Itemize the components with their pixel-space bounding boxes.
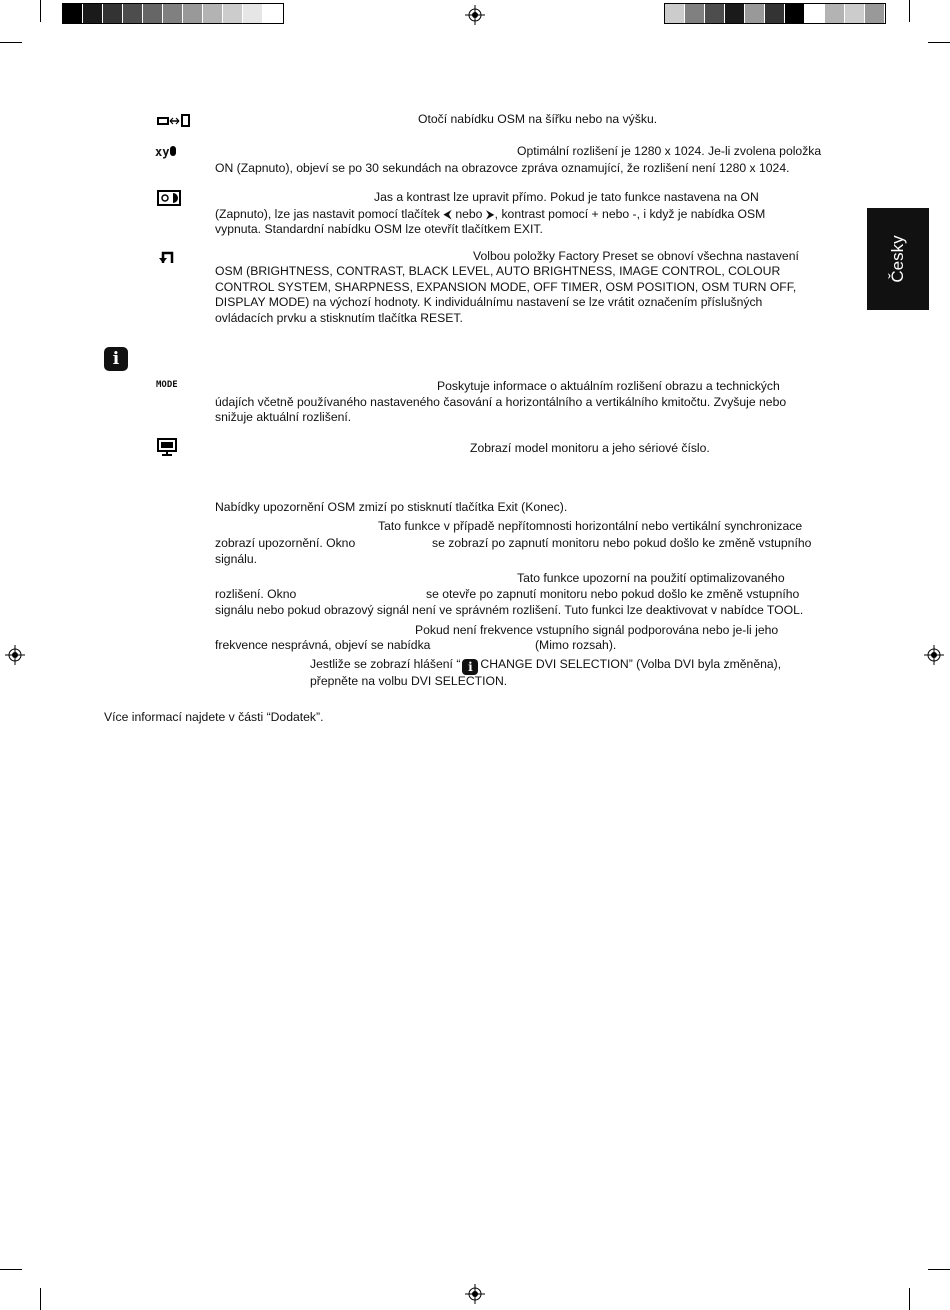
resolution-notifier-text: Optimální rozlišení je 1280 x 1024. Je-li zvolena položka bbox=[517, 144, 822, 158]
strip-swatch bbox=[143, 4, 163, 23]
strip-swatch bbox=[223, 4, 243, 23]
display-mode-text: údajích včetně používaného nastaveného časování a horizontálního a vertikálního kmitočtu. Zvyšuje nebo bbox=[215, 395, 787, 409]
resolution-notifier-icon: xy bbox=[155, 145, 176, 159]
language-tab-label: Česky bbox=[888, 235, 907, 283]
registration-mark-icon bbox=[5, 645, 25, 665]
osm-warning-text: Nabídky upozornění OSM zmizí po stisknutí tlačítka Exit (Konec). bbox=[215, 500, 568, 514]
out-of-range-text: frekvence nesprávná, objeví se nabídka bbox=[215, 638, 431, 652]
information-icon: i bbox=[462, 659, 478, 675]
strip-swatch bbox=[745, 4, 765, 23]
color-bar-strip bbox=[664, 3, 886, 24]
registration-mark-icon bbox=[465, 5, 485, 25]
grey-scale-strip bbox=[62, 3, 284, 24]
factory-preset-text: CONTROL SYSTEM, SHARPNESS, EXPANSION MODE, OFF TIMER, OSM POSITION, OSM TURN OFF, bbox=[215, 280, 797, 294]
osm-rotation-text: Otočí nabídku OSM na šířku nebo na výšku. bbox=[418, 112, 658, 126]
strip-swatch bbox=[103, 4, 123, 23]
no-signal-text: zobrazí upozornění. Okno bbox=[215, 536, 356, 550]
strip-swatch bbox=[163, 4, 183, 23]
resolution-notifier-warning-text: rozlišení. Okno bbox=[215, 587, 297, 601]
display-mode-text: Poskytuje informace o aktuálním rozlišení obrazu a technických bbox=[437, 379, 780, 393]
strip-swatch bbox=[765, 4, 785, 23]
monitor-info-icon bbox=[157, 438, 177, 456]
strip-swatch bbox=[785, 4, 805, 23]
more-info-text: Více informací najdete v části “Dodatek”. bbox=[104, 710, 324, 724]
hot-key-text: vypnuta. Standardní nabídku OSM lze otevřít tlačítkem EXIT. bbox=[215, 222, 543, 236]
crop-mark bbox=[0, 1269, 22, 1270]
resolution-notifier-warning-text: signálu nebo pokud obrazový signál není ve správném rozlišení. Tuto funkci lze deaktivovat v nabídce TOOL. bbox=[215, 603, 804, 617]
strip-swatch bbox=[123, 4, 143, 23]
resolution-notifier-text: ON (Zapnuto), objeví se po 30 sekundách na obrazovce zpráva oznamující, že rozlišení není 1280 x 1024. bbox=[215, 161, 790, 175]
strip-swatch bbox=[63, 4, 83, 23]
factory-preset-icon bbox=[157, 249, 175, 265]
hot-key-text: Jas a kontrast lze upravit přímo. Pokud je tato funkce nastavena na ON bbox=[374, 190, 759, 204]
crop-mark bbox=[40, 0, 41, 22]
strip-swatch bbox=[263, 4, 283, 23]
osm-rotation-icon bbox=[157, 114, 191, 127]
strip-swatch bbox=[805, 4, 825, 23]
language-tab bbox=[867, 208, 929, 310]
monitor-info-text: Zobrazí model monitoru a jeho sériové číslo. bbox=[470, 441, 710, 455]
resolution-notifier-warning-text: se otevře po zapnutí monitoru nebo pokud došlo ke změně vstupního bbox=[426, 587, 800, 601]
crop-mark bbox=[0, 42, 22, 43]
factory-preset-text: ovládacích prvku a stisknutím tlačítka RESET. bbox=[215, 311, 463, 325]
registration-mark-icon bbox=[924, 645, 944, 665]
strip-swatch bbox=[865, 4, 885, 23]
strip-swatch bbox=[183, 4, 203, 23]
display-mode-icon: MODE bbox=[156, 380, 178, 390]
hot-key-icon bbox=[157, 190, 181, 206]
crop-mark bbox=[909, 1288, 910, 1310]
strip-swatch bbox=[83, 4, 103, 23]
strip-swatch bbox=[685, 4, 705, 23]
no-signal-text: signálu. bbox=[215, 552, 258, 566]
strip-swatch bbox=[243, 4, 263, 23]
no-signal-text: Tato funkce v případě nepřítomnosti horizontální nebo vertikální synchronizace bbox=[378, 519, 803, 533]
hot-key-text: (Zapnuto), lze jas nastavit pomocí tlačítek ⮜ nebo ⮞, kontrast pomocí + nebo -, i když je nabídka OSM bbox=[215, 207, 766, 221]
factory-preset-text: DISPLAY MODE) na výchozí hodnoty. K individuálnímu nastavení se lze vrátit označením příslušných bbox=[215, 295, 763, 309]
out-of-range-text: Pokud není frekvence vstupního signál podporována nebo je-li jeho bbox=[415, 623, 779, 637]
strip-swatch bbox=[725, 4, 745, 23]
strip-swatch bbox=[665, 4, 685, 23]
information-icon: i bbox=[104, 347, 128, 371]
factory-preset-text: Volbou položky Factory Preset se obnoví všechna nastavení bbox=[473, 249, 799, 263]
strip-swatch bbox=[825, 4, 845, 23]
no-signal-text: se zobrazí po zapnutí monitoru nebo pokud došlo ke změně vstupního bbox=[432, 536, 812, 550]
crop-mark bbox=[928, 42, 950, 43]
crop-mark bbox=[909, 0, 910, 22]
crop-mark bbox=[928, 1269, 950, 1270]
dvi-selection-text: Jestliže se zobrazí hlášení “ i CHANGE DVI SELECTION” (Volba DVI byla změněna), bbox=[310, 657, 782, 674]
out-of-range-text: (Mimo rozsah). bbox=[535, 638, 617, 652]
right-arrow-icon: ⮞ bbox=[485, 207, 495, 221]
strip-swatch bbox=[705, 4, 725, 23]
strip-swatch bbox=[203, 4, 223, 23]
left-arrow-icon: ⮜ bbox=[443, 207, 452, 221]
dvi-selection-text: přepněte na volbu DVI SELECTION. bbox=[310, 674, 508, 688]
resolution-notifier-warning-text: Tato funkce upozorní na použití optimalizovaného bbox=[517, 571, 785, 585]
crop-mark bbox=[40, 1288, 41, 1310]
registration-mark-icon bbox=[465, 1284, 485, 1304]
factory-preset-text: OSM (BRIGHTNESS, CONTRAST, BLACK LEVEL, AUTO BRIGHTNESS, IMAGE CONTROL, COLOUR bbox=[215, 264, 781, 278]
strip-swatch bbox=[845, 4, 865, 23]
display-mode-text: snižuje aktuální rozlišení. bbox=[215, 410, 352, 424]
